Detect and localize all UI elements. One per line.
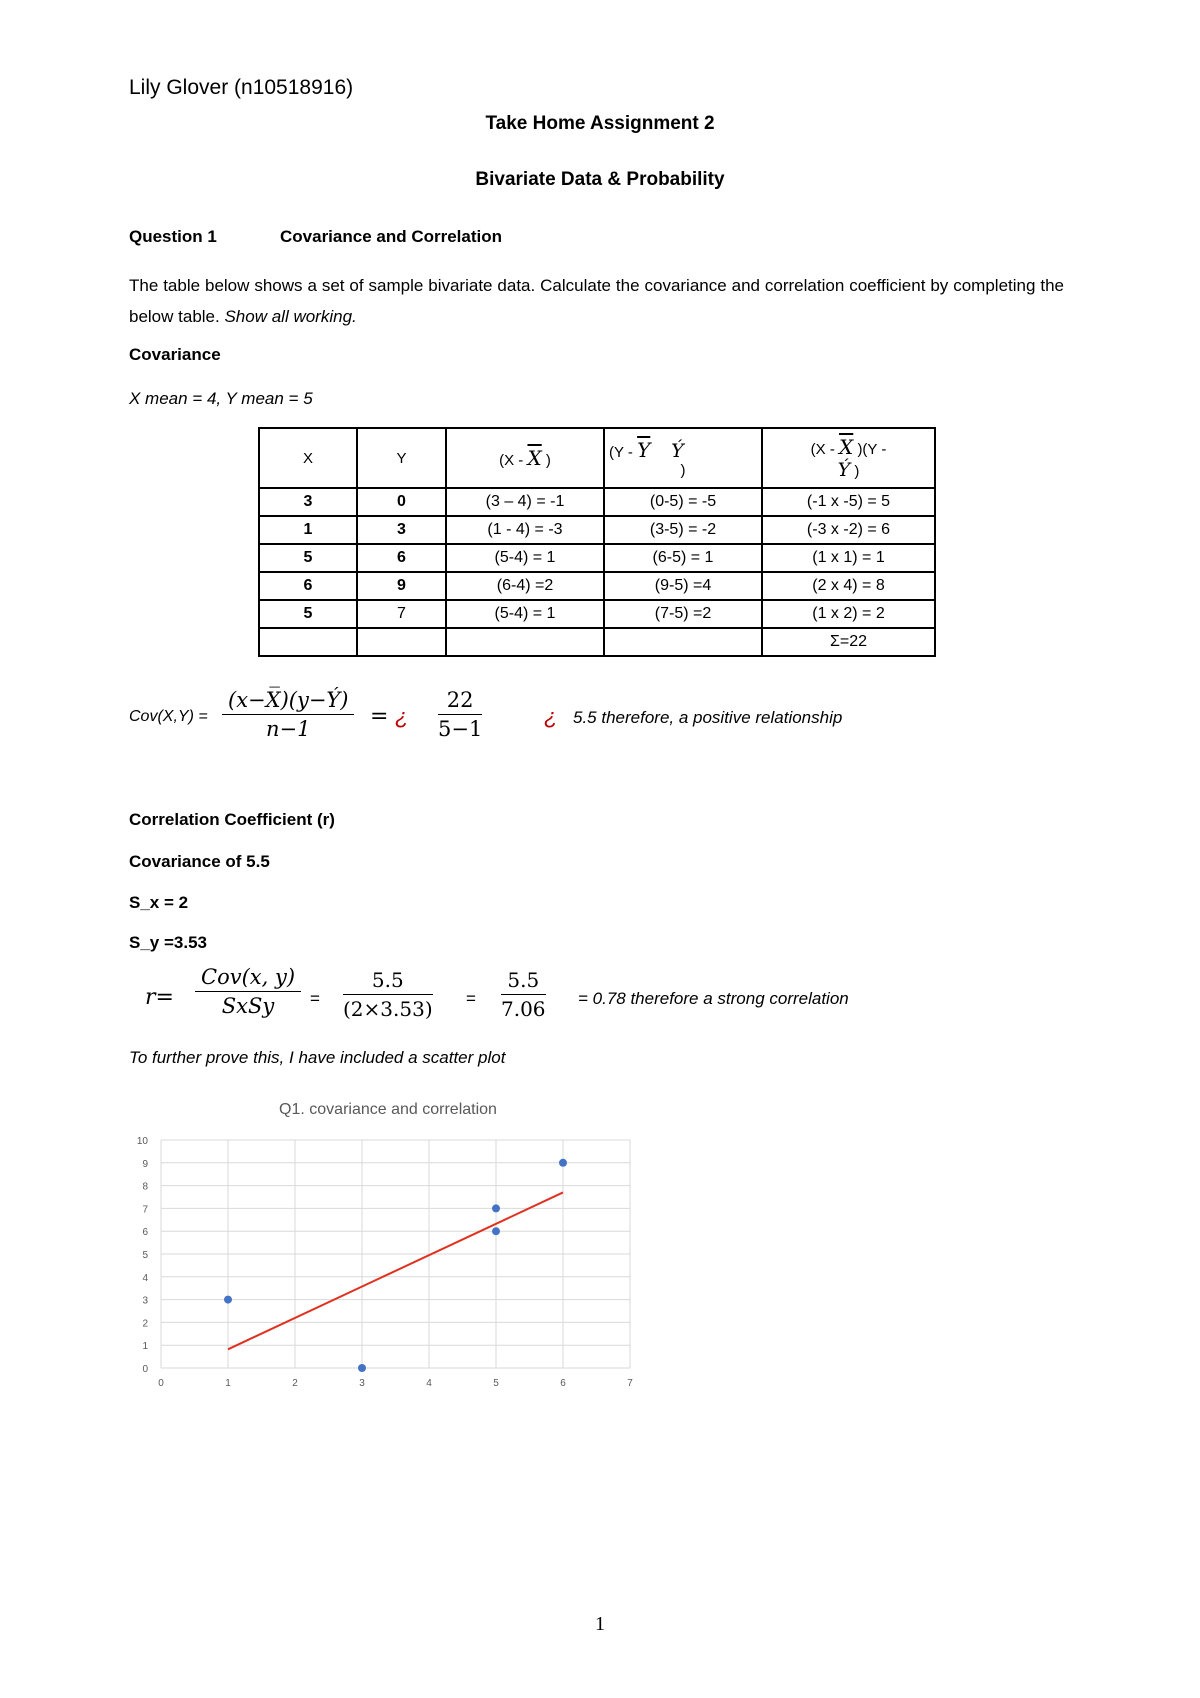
y-tick-label: 0: [142, 1364, 148, 1375]
header-dy-bar: $\overline{Y}$: [637, 437, 651, 462]
header-dy-prefix: (Y -: [609, 443, 633, 461]
x-tick-label: 1: [225, 1378, 231, 1389]
header-prod-suffix: ): [854, 463, 860, 480]
r-simplified-denominator: 7.06: [501, 997, 546, 1021]
author-name: Lily Glover (n10518916): [129, 76, 354, 99]
header-dx-prefix: (X -: [499, 452, 524, 469]
header-dx-bar: $\overline{X}$: [527, 446, 542, 470]
y-tick-label: 8: [142, 1181, 148, 1193]
header-y-deviation: [604, 428, 762, 488]
cell-dy: (7-5) =2: [604, 600, 762, 628]
sum-cell: Σ=22: [762, 628, 935, 656]
cell-prod: (2 x 4) = 8: [762, 572, 935, 600]
empty-cell: [604, 628, 762, 656]
cell-y: 7: [357, 600, 446, 628]
equals-sign: =: [310, 989, 320, 1008]
covariance-label: Cov(X,Y) =: [129, 708, 208, 725]
r-simplified-fraction: [501, 968, 546, 1021]
cell-y: 6: [357, 544, 446, 572]
scatter-chart: [110, 1090, 640, 1390]
means-text: X mean = 4, Y mean = 5: [129, 389, 313, 408]
cell-y: 9: [357, 572, 446, 600]
header-dy-hat: Ý: [671, 439, 684, 462]
cell-prod: (-1 x -5) = 5: [762, 488, 935, 516]
y-tick-label: 10: [136, 1136, 148, 1147]
r-formula-fraction: [195, 965, 301, 1018]
question-number: Question 1: [129, 227, 217, 246]
x-tick-label: 4: [426, 1378, 432, 1389]
covariance-glyph: ¿: [544, 704, 558, 729]
cell-dx: (6-4) =2: [446, 572, 604, 600]
data-point: [224, 1296, 232, 1304]
x-tick-label: 3: [359, 1378, 365, 1389]
header-prod-mid: )(Y -: [857, 441, 887, 458]
header-dx-suffix: ): [545, 452, 551, 469]
covariance-equals: =: [370, 704, 389, 729]
table-row: [259, 572, 935, 600]
cell-dy: (0-5) = -5: [604, 488, 762, 516]
y-tick-label: 1: [142, 1341, 148, 1353]
r-numerator: Cov(x, y): [195, 965, 301, 992]
cell-dx: (5-4) = 1: [446, 544, 604, 572]
x-tick-label: 7: [627, 1378, 633, 1389]
header-prod-prefix: (X -: [810, 441, 835, 458]
data-point: [492, 1204, 500, 1212]
x-tick-label: 5: [493, 1378, 499, 1389]
table-header-row: [259, 428, 935, 488]
instructions-emphasis: Show all working.: [224, 307, 357, 326]
r-simplified-numerator: 5.5: [501, 968, 546, 995]
cell-prod: (1 x 2) = 2: [762, 600, 935, 628]
covariance-numerator: (x−X̅)(y−Ý): [222, 688, 354, 715]
cell-dx: (3 – 4) = -1: [446, 488, 604, 516]
y-tick-label: 3: [142, 1295, 148, 1307]
header-prod-bar: $\overline{X}$: [839, 435, 854, 459]
data-point: [492, 1227, 500, 1235]
r-result: = 0.78 therefore a strong correlation: [578, 989, 849, 1008]
r-values-denominator: (2×3.53): [343, 997, 433, 1021]
y-tick-label: 2: [142, 1318, 148, 1330]
header-product: [762, 428, 935, 488]
working-table: [258, 427, 936, 657]
header-prod-hat: Ý: [837, 459, 851, 481]
covariance-result: 5.5 therefore, a positive relationship: [573, 708, 843, 727]
sy-value: S_y =3.53: [129, 933, 207, 952]
covariance-denominator: n−1: [266, 717, 311, 741]
cell-prod: (1 x 1) = 1: [762, 544, 935, 572]
table-row: [259, 544, 935, 572]
page-number: 1: [595, 1613, 605, 1635]
cell-y: 0: [357, 488, 446, 516]
r-values-numerator: 5.5: [343, 968, 433, 995]
header-x-deviation: [446, 428, 604, 488]
sx-value: S_x = 2: [129, 893, 189, 912]
cell-dx: (5-4) = 1: [446, 600, 604, 628]
header-dy-suffix: ): [680, 461, 686, 479]
equals-sign: =: [466, 989, 476, 1008]
question-instructions: [129, 270, 1064, 332]
x-tick-label: 2: [292, 1378, 298, 1389]
table-sum-row: [259, 628, 935, 656]
cell-x: 3: [259, 488, 357, 516]
document-title: Take Home Assignment 2: [485, 113, 715, 134]
y-tick-label: 5: [142, 1250, 148, 1261]
r-values-fraction: [343, 968, 433, 1021]
instructions-text: The table below shows a set of sample bivariate data. Calculate the covariance and correlation coefficient by completing the below table.: [129, 276, 1064, 326]
y-tick-label: 4: [142, 1272, 148, 1284]
data-point: [559, 1159, 567, 1167]
table-row: [259, 488, 935, 516]
cell-x: 5: [259, 600, 357, 628]
covariance-fraction: [222, 688, 354, 741]
cell-x: 6: [259, 572, 357, 600]
header-x: X: [259, 428, 357, 488]
cell-x: 1: [259, 516, 357, 544]
r-denominator: SxSy: [221, 994, 275, 1018]
cell-y: 3: [357, 516, 446, 544]
trendline: [228, 1192, 563, 1349]
x-tick-label: 6: [560, 1378, 566, 1389]
header-y: Y: [357, 428, 446, 488]
question-title: Covariance and Correlation: [280, 227, 503, 246]
document-subtitle: Bivariate Data & Probability: [475, 169, 725, 190]
cell-dy: (6-5) = 1: [604, 544, 762, 572]
table-row: [259, 516, 935, 544]
y-tick-label: 6: [142, 1227, 148, 1239]
scatter-intro: To further prove this, I have included a scatter plot: [129, 1048, 506, 1067]
covariance-values-fraction: [438, 688, 482, 741]
cell-x: 5: [259, 544, 357, 572]
covariance-heading: Covariance: [129, 345, 221, 364]
cell-dy: (3-5) = -2: [604, 516, 762, 544]
y-tick-label: 9: [142, 1158, 148, 1170]
table-row: [259, 600, 935, 628]
r-lhs: r=: [145, 985, 174, 1010]
covariance-values-denominator: 5−1: [438, 717, 483, 741]
empty-cell: [357, 628, 446, 656]
x-tick-label: 0: [158, 1378, 164, 1389]
correlation-heading: Correlation Coefficient (r): [129, 810, 335, 829]
covariance-value: Covariance of 5.5: [129, 852, 270, 871]
cell-dx: (1 - 4) = -3: [446, 516, 604, 544]
cell-dy: (9-5) =4: [604, 572, 762, 600]
data-point: [358, 1364, 366, 1372]
empty-cell: [259, 628, 357, 656]
chart-title: Q1. covariance and correlation: [279, 1101, 497, 1118]
empty-cell: [446, 628, 604, 656]
covariance-glyph: ¿: [395, 704, 409, 729]
covariance-values-numerator: 22: [438, 688, 482, 715]
y-tick-label: 7: [142, 1204, 148, 1216]
cell-prod: (-3 x -2) = 6: [762, 516, 935, 544]
